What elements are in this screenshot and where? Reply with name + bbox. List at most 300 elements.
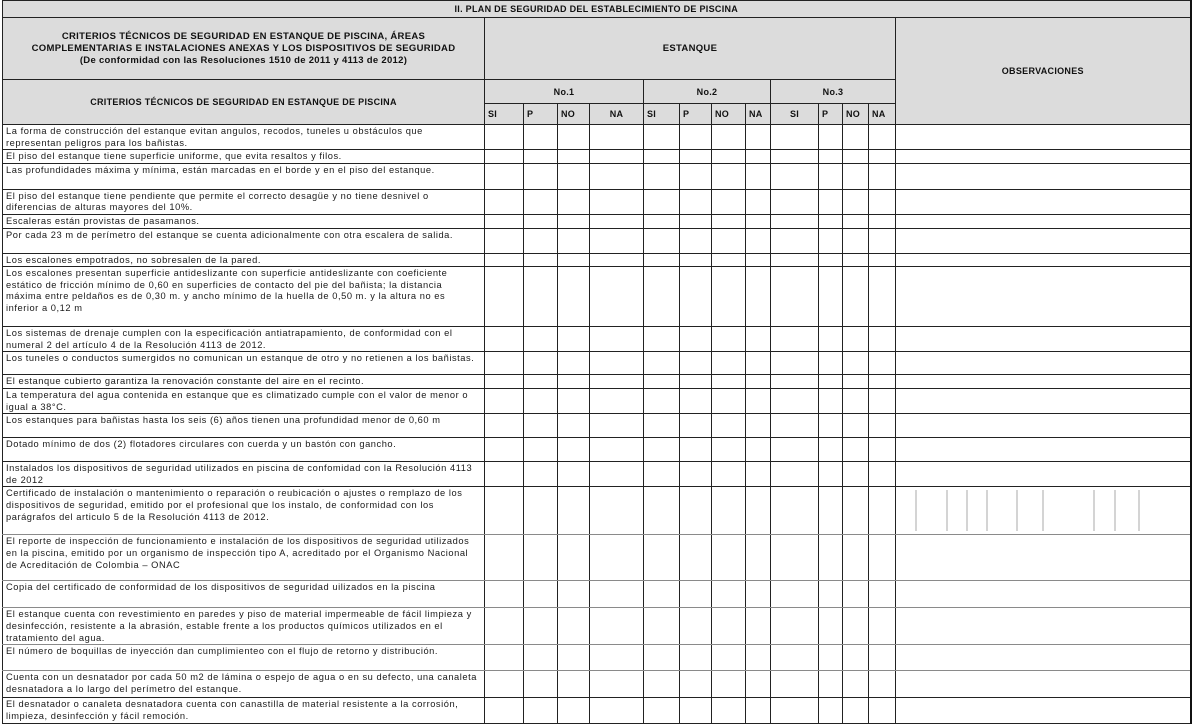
check-cell-3-si[interactable] xyxy=(771,438,819,462)
check-cell-2-no[interactable] xyxy=(712,581,746,608)
check-cell-2-p[interactable] xyxy=(680,388,712,413)
check-cell-3-no[interactable] xyxy=(843,608,869,645)
observation-cell[interactable] xyxy=(896,487,1191,535)
check-cell-3-na[interactable] xyxy=(869,462,896,487)
check-cell-1-na[interactable] xyxy=(590,327,644,352)
observation-cell[interactable] xyxy=(896,327,1191,352)
artifact-line xyxy=(915,490,917,531)
check-cell-3-si[interactable] xyxy=(771,608,819,645)
check-cell-2-na[interactable] xyxy=(746,327,771,352)
check-cell-2-si[interactable] xyxy=(644,645,680,671)
check-cell-3-na[interactable] xyxy=(869,150,896,164)
check-cell-2-no[interactable] xyxy=(712,375,746,389)
check-cell-3-no[interactable] xyxy=(843,462,869,487)
check-cell-3-p[interactable] xyxy=(819,671,843,698)
check-cell-1-no[interactable] xyxy=(558,581,590,608)
check-cell-3-p[interactable] xyxy=(819,645,843,671)
check-cell-1-p[interactable] xyxy=(524,581,558,608)
check-cell-3-no[interactable] xyxy=(843,125,869,150)
check-cell-3-no[interactable] xyxy=(843,671,869,698)
check-cell-2-p[interactable] xyxy=(680,375,712,389)
observation-cell[interactable] xyxy=(896,438,1191,462)
criterion-text: Los escalones presentan superficie antideslizante con superficie antideslizante con coeficiente estático de fricción mínimo de 0,60 en superficies de contacto del pie del bañista; la distancia máxima entre peldaños es de 0,30 m. y ancho mínimo de la huella de 0,50 m. y la altura no es inferior a 0,12 m xyxy=(3,267,485,327)
check-cell-1-no[interactable] xyxy=(558,375,590,389)
check-cell-1-p[interactable] xyxy=(524,462,558,487)
check-cell-1-no[interactable] xyxy=(558,671,590,698)
check-cell-1-si[interactable] xyxy=(485,228,524,253)
observation-cell[interactable] xyxy=(896,414,1191,438)
check-cell-2-p[interactable] xyxy=(680,214,712,228)
observation-cell[interactable] xyxy=(896,608,1191,645)
check-cell-2-p[interactable] xyxy=(680,189,712,214)
check-cell-2-na[interactable] xyxy=(746,438,771,462)
check-cell-1-na[interactable] xyxy=(590,375,644,389)
check-cell-2-na[interactable] xyxy=(746,462,771,487)
check-cell-3-na[interactable] xyxy=(869,698,896,723)
check-cell-3-no[interactable] xyxy=(843,438,869,462)
check-cell-2-no[interactable] xyxy=(712,671,746,698)
check-cell-3-si[interactable] xyxy=(771,645,819,671)
check-cell-2-na[interactable] xyxy=(746,150,771,164)
check-cell-1-na[interactable] xyxy=(590,267,644,327)
check-cell-1-no[interactable] xyxy=(558,487,590,535)
check-cell-1-no[interactable] xyxy=(558,327,590,352)
observation-cell[interactable] xyxy=(896,581,1191,608)
check-cell-3-si[interactable] xyxy=(771,150,819,164)
observation-cell[interactable] xyxy=(896,150,1191,164)
observation-cell[interactable] xyxy=(896,253,1191,267)
observation-cell[interactable] xyxy=(896,375,1191,389)
check-cell-1-na[interactable] xyxy=(590,352,644,375)
artifact-line xyxy=(1114,490,1116,531)
check-cell-2-si[interactable] xyxy=(644,150,680,164)
check-cell-3-no[interactable] xyxy=(843,535,869,581)
check-cell-3-p[interactable] xyxy=(819,150,843,164)
check-cell-1-no[interactable] xyxy=(558,414,590,438)
check-cell-3-si[interactable] xyxy=(771,535,819,581)
check-cell-3-na[interactable] xyxy=(869,327,896,352)
check-cell-3-p[interactable] xyxy=(819,388,843,413)
artifact-line xyxy=(966,490,968,531)
check-cell-3-no[interactable] xyxy=(843,267,869,327)
check-cell-1-no[interactable] xyxy=(558,535,590,581)
check-cell-1-si[interactable] xyxy=(485,438,524,462)
check-cell-2-no[interactable] xyxy=(712,535,746,581)
check-cell-3-no[interactable] xyxy=(843,487,869,535)
check-cell-2-p[interactable] xyxy=(680,352,712,375)
criterion-text: Los escalones empotrados, no sobresalen de la pared. xyxy=(3,253,485,267)
check-cell-3-p[interactable] xyxy=(819,698,843,723)
check-cell-2-p[interactable] xyxy=(680,414,712,438)
check-cell-1-no[interactable] xyxy=(558,228,590,253)
check-cell-3-si[interactable] xyxy=(771,671,819,698)
check-cell-1-si[interactable] xyxy=(485,352,524,375)
check-cell-1-na[interactable] xyxy=(590,698,644,723)
check-cell-3-si[interactable] xyxy=(771,414,819,438)
check-cell-3-no[interactable] xyxy=(843,414,869,438)
check-cell-2-p[interactable] xyxy=(680,327,712,352)
check-cell-3-na[interactable] xyxy=(869,267,896,327)
check-cell-2-si[interactable] xyxy=(644,438,680,462)
check-cell-2-p[interactable] xyxy=(680,150,712,164)
check-cell-2-na[interactable] xyxy=(746,645,771,671)
check-cell-1-si[interactable] xyxy=(485,671,524,698)
check-cell-1-p[interactable] xyxy=(524,352,558,375)
check-cell-2-si[interactable] xyxy=(644,487,680,535)
observation-cell[interactable] xyxy=(896,214,1191,228)
check-cell-3-na[interactable] xyxy=(869,671,896,698)
check-cell-3-na[interactable] xyxy=(869,375,896,389)
check-cell-1-p[interactable] xyxy=(524,414,558,438)
check-cell-1-na[interactable] xyxy=(590,487,644,535)
check-cell-2-p[interactable] xyxy=(680,645,712,671)
check-cell-1-na[interactable] xyxy=(590,608,644,645)
check-cell-2-na[interactable] xyxy=(746,581,771,608)
check-cell-1-si[interactable] xyxy=(485,150,524,164)
check-cell-2-p[interactable] xyxy=(680,698,712,723)
check-cell-3-no[interactable] xyxy=(843,645,869,671)
check-cell-1-no[interactable] xyxy=(558,267,590,327)
check-cell-2-si[interactable] xyxy=(644,163,680,189)
check-cell-3-p[interactable] xyxy=(819,327,843,352)
check-cell-3-p[interactable] xyxy=(819,487,843,535)
check-cell-3-na[interactable] xyxy=(869,388,896,413)
check-cell-2-no[interactable] xyxy=(712,163,746,189)
check-cell-1-p[interactable] xyxy=(524,698,558,723)
check-cell-3-na[interactable] xyxy=(869,125,896,150)
check-cell-2-si[interactable] xyxy=(644,125,680,150)
observation-cell[interactable] xyxy=(896,462,1191,487)
check-cell-1-p[interactable] xyxy=(524,267,558,327)
check-cell-1-si[interactable] xyxy=(485,214,524,228)
check-cell-2-p[interactable] xyxy=(680,462,712,487)
check-cell-2-si[interactable] xyxy=(644,352,680,375)
check-cell-2-no[interactable] xyxy=(712,438,746,462)
check-cell-1-si[interactable] xyxy=(485,535,524,581)
check-cell-3-no[interactable] xyxy=(843,352,869,375)
check-cell-1-p[interactable] xyxy=(524,189,558,214)
check-cell-3-no[interactable] xyxy=(843,253,869,267)
check-cell-1-no[interactable] xyxy=(558,125,590,150)
check-cell-1-na[interactable] xyxy=(590,535,644,581)
check-cell-1-na[interactable] xyxy=(590,189,644,214)
check-cell-1-si[interactable] xyxy=(485,388,524,413)
check-cell-2-si[interactable] xyxy=(644,671,680,698)
observation-cell[interactable] xyxy=(896,671,1191,698)
check-cell-2-na[interactable] xyxy=(746,228,771,253)
check-cell-1-na[interactable] xyxy=(590,150,644,164)
check-cell-3-si[interactable] xyxy=(771,189,819,214)
check-cell-1-na[interactable] xyxy=(590,228,644,253)
check-cell-3-na[interactable] xyxy=(869,163,896,189)
observation-cell[interactable] xyxy=(896,267,1191,327)
check-cell-1-si[interactable] xyxy=(485,414,524,438)
check-cell-1-p[interactable] xyxy=(524,253,558,267)
check-cell-2-no[interactable] xyxy=(712,487,746,535)
check-cell-3-si[interactable] xyxy=(771,352,819,375)
check-cell-3-p[interactable] xyxy=(819,214,843,228)
check-cell-2-na[interactable] xyxy=(746,253,771,267)
check-cell-2-si[interactable] xyxy=(644,535,680,581)
criteria-row xyxy=(3,189,1191,214)
check-cell-1-na[interactable] xyxy=(590,388,644,413)
check-cell-2-na[interactable] xyxy=(746,214,771,228)
check-cell-2-si[interactable] xyxy=(644,581,680,608)
check-cell-1-na[interactable] xyxy=(590,645,644,671)
check-cell-3-no[interactable] xyxy=(843,388,869,413)
check-cell-3-no[interactable] xyxy=(843,150,869,164)
check-cell-2-si[interactable] xyxy=(644,608,680,645)
check-cell-2-no[interactable] xyxy=(712,645,746,671)
observation-cell[interactable] xyxy=(896,163,1191,189)
check-cell-1-si[interactable] xyxy=(485,645,524,671)
check-cell-3-si[interactable] xyxy=(771,228,819,253)
check-cell-1-si[interactable] xyxy=(485,163,524,189)
check-cell-1-na[interactable] xyxy=(590,163,644,189)
observation-cell[interactable] xyxy=(896,388,1191,413)
check-cell-3-p[interactable] xyxy=(819,375,843,389)
check-cell-2-no[interactable] xyxy=(712,189,746,214)
check-cell-3-p[interactable] xyxy=(819,125,843,150)
check-cell-1-si[interactable] xyxy=(485,375,524,389)
check-cell-2-si[interactable] xyxy=(644,189,680,214)
check-cell-2-no[interactable] xyxy=(712,388,746,413)
check-cell-2-p[interactable] xyxy=(680,228,712,253)
check-cell-1-si[interactable] xyxy=(485,327,524,352)
check-cell-3-no[interactable] xyxy=(843,189,869,214)
check-cell-3-si[interactable] xyxy=(771,462,819,487)
check-cell-1-na[interactable] xyxy=(590,438,644,462)
check-cell-3-si[interactable] xyxy=(771,581,819,608)
check-cell-1-no[interactable] xyxy=(558,189,590,214)
check-cell-2-p[interactable] xyxy=(680,125,712,150)
check-cell-1-no[interactable] xyxy=(558,698,590,723)
check-cell-3-no[interactable] xyxy=(843,327,869,352)
check-cell-2-no[interactable] xyxy=(712,228,746,253)
check-cell-2-si[interactable] xyxy=(644,375,680,389)
check-cell-2-na[interactable] xyxy=(746,267,771,327)
check-cell-1-no[interactable] xyxy=(558,645,590,671)
check-cell-2-si[interactable] xyxy=(644,214,680,228)
check-cell-3-p[interactable] xyxy=(819,438,843,462)
criteria-row xyxy=(3,671,1191,698)
check-cell-2-no[interactable] xyxy=(712,608,746,645)
check-cell-3-p[interactable] xyxy=(819,163,843,189)
check-cell-3-p[interactable] xyxy=(819,581,843,608)
check-cell-1-na[interactable] xyxy=(590,581,644,608)
check-cell-2-p[interactable] xyxy=(680,671,712,698)
observation-cell[interactable] xyxy=(896,125,1191,150)
check-cell-2-si[interactable] xyxy=(644,698,680,723)
check-cell-2-na[interactable] xyxy=(746,125,771,150)
check-cell-1-na[interactable] xyxy=(590,414,644,438)
check-cell-2-si[interactable] xyxy=(644,327,680,352)
check-cell-1-no[interactable] xyxy=(558,214,590,228)
check-cell-3-na[interactable] xyxy=(869,581,896,608)
check-cell-2-na[interactable] xyxy=(746,163,771,189)
check-cell-3-p[interactable] xyxy=(819,189,843,214)
check-cell-1-p[interactable] xyxy=(524,671,558,698)
check-cell-1-no[interactable] xyxy=(558,352,590,375)
check-cell-3-p[interactable] xyxy=(819,535,843,581)
check-cell-3-si[interactable] xyxy=(771,163,819,189)
criteria-row xyxy=(3,267,1191,327)
check-cell-3-na[interactable] xyxy=(869,645,896,671)
check-cell-1-p[interactable] xyxy=(524,645,558,671)
check-cell-1-p[interactable] xyxy=(524,125,558,150)
check-cell-1-no[interactable] xyxy=(558,608,590,645)
check-cell-3-p[interactable] xyxy=(819,608,843,645)
check-cell-2-si[interactable] xyxy=(644,253,680,267)
check-cell-3-p[interactable] xyxy=(819,352,843,375)
option-header-na: NA xyxy=(746,104,771,125)
check-cell-1-p[interactable] xyxy=(524,487,558,535)
check-cell-1-p[interactable] xyxy=(524,163,558,189)
check-cell-2-no[interactable] xyxy=(712,125,746,150)
check-cell-1-si[interactable] xyxy=(485,462,524,487)
check-cell-3-na[interactable] xyxy=(869,352,896,375)
check-cell-2-no[interactable] xyxy=(712,253,746,267)
check-cell-3-no[interactable] xyxy=(843,698,869,723)
check-cell-1-na[interactable] xyxy=(590,214,644,228)
check-cell-1-si[interactable] xyxy=(485,267,524,327)
observation-cell[interactable] xyxy=(896,535,1191,581)
observation-cell[interactable] xyxy=(896,228,1191,253)
check-cell-1-si[interactable] xyxy=(485,608,524,645)
check-cell-2-p[interactable] xyxy=(680,267,712,327)
check-cell-1-na[interactable] xyxy=(590,253,644,267)
check-cell-3-si[interactable] xyxy=(771,327,819,352)
check-cell-2-na[interactable] xyxy=(746,414,771,438)
check-cell-2-si[interactable] xyxy=(644,388,680,413)
criterion-text: Dotado mínimo de dos (2) flotadores circulares con cuerda y un bastón con gancho. xyxy=(3,438,485,462)
check-cell-3-p[interactable] xyxy=(819,228,843,253)
check-cell-1-no[interactable] xyxy=(558,462,590,487)
check-cell-2-no[interactable] xyxy=(712,462,746,487)
check-cell-1-si[interactable] xyxy=(485,253,524,267)
check-cell-3-no[interactable] xyxy=(843,581,869,608)
check-cell-1-p[interactable] xyxy=(524,327,558,352)
check-cell-1-p[interactable] xyxy=(524,608,558,645)
check-cell-3-na[interactable] xyxy=(869,438,896,462)
check-cell-3-na[interactable] xyxy=(869,414,896,438)
check-cell-1-no[interactable] xyxy=(558,253,590,267)
check-cell-2-no[interactable] xyxy=(712,150,746,164)
check-cell-3-si[interactable] xyxy=(771,375,819,389)
check-cell-3-si[interactable] xyxy=(771,267,819,327)
check-cell-3-si[interactable] xyxy=(771,487,819,535)
check-cell-2-no[interactable] xyxy=(712,327,746,352)
check-cell-3-p[interactable] xyxy=(819,462,843,487)
check-cell-1-p[interactable] xyxy=(524,438,558,462)
check-cell-2-p[interactable] xyxy=(680,253,712,267)
check-cell-3-na[interactable] xyxy=(869,535,896,581)
check-cell-2-na[interactable] xyxy=(746,608,771,645)
check-cell-2-p[interactable] xyxy=(680,163,712,189)
check-cell-1-p[interactable] xyxy=(524,535,558,581)
observation-cell[interactable] xyxy=(896,698,1191,723)
check-cell-2-na[interactable] xyxy=(746,189,771,214)
check-cell-3-na[interactable] xyxy=(869,214,896,228)
check-cell-2-no[interactable] xyxy=(712,267,746,327)
check-cell-3-p[interactable] xyxy=(819,267,843,327)
check-cell-2-no[interactable] xyxy=(712,414,746,438)
check-cell-2-si[interactable] xyxy=(644,267,680,327)
check-cell-3-no[interactable] xyxy=(843,214,869,228)
check-cell-2-si[interactable] xyxy=(644,414,680,438)
check-cell-1-no[interactable] xyxy=(558,388,590,413)
check-cell-3-si[interactable] xyxy=(771,698,819,723)
check-cell-2-no[interactable] xyxy=(712,352,746,375)
check-cell-1-na[interactable] xyxy=(590,462,644,487)
observation-cell[interactable] xyxy=(896,352,1191,375)
check-cell-2-p[interactable] xyxy=(680,581,712,608)
check-cell-3-no[interactable] xyxy=(843,228,869,253)
check-cell-2-p[interactable] xyxy=(680,608,712,645)
check-cell-3-p[interactable] xyxy=(819,414,843,438)
check-cell-2-na[interactable] xyxy=(746,375,771,389)
check-cell-3-no[interactable] xyxy=(843,163,869,189)
check-cell-1-si[interactable] xyxy=(485,125,524,150)
check-cell-1-p[interactable] xyxy=(524,388,558,413)
check-cell-3-no[interactable] xyxy=(843,375,869,389)
check-cell-3-si[interactable] xyxy=(771,214,819,228)
check-cell-2-p[interactable] xyxy=(680,438,712,462)
criteria-row xyxy=(3,352,1191,375)
check-cell-1-p[interactable] xyxy=(524,375,558,389)
check-cell-1-si[interactable] xyxy=(485,189,524,214)
check-cell-2-na[interactable] xyxy=(746,388,771,413)
check-cell-2-na[interactable] xyxy=(746,535,771,581)
check-cell-3-si[interactable] xyxy=(771,388,819,413)
check-cell-2-na[interactable] xyxy=(746,487,771,535)
check-cell-1-na[interactable] xyxy=(590,671,644,698)
check-cell-3-na[interactable] xyxy=(869,487,896,535)
check-cell-3-na[interactable] xyxy=(869,608,896,645)
check-cell-2-no[interactable] xyxy=(712,698,746,723)
criteria-row xyxy=(3,228,1191,253)
check-cell-3-na[interactable] xyxy=(869,253,896,267)
check-cell-1-si[interactable] xyxy=(485,487,524,535)
check-cell-3-p[interactable] xyxy=(819,253,843,267)
check-cell-2-na[interactable] xyxy=(746,352,771,375)
check-cell-2-si[interactable] xyxy=(644,462,680,487)
check-cell-1-si[interactable] xyxy=(485,581,524,608)
check-cell-1-p[interactable] xyxy=(524,214,558,228)
check-cell-1-p[interactable] xyxy=(524,150,558,164)
check-cell-1-no[interactable] xyxy=(558,163,590,189)
check-cell-1-na[interactable] xyxy=(590,125,644,150)
observation-cell[interactable] xyxy=(896,645,1191,671)
check-cell-2-p[interactable] xyxy=(680,535,712,581)
check-cell-1-p[interactable] xyxy=(524,228,558,253)
observation-cell[interactable] xyxy=(896,189,1191,214)
check-cell-3-na[interactable] xyxy=(869,189,896,214)
check-cell-3-si[interactable] xyxy=(771,125,819,150)
check-cell-2-na[interactable] xyxy=(746,698,771,723)
check-cell-3-si[interactable] xyxy=(771,253,819,267)
check-cell-2-p[interactable] xyxy=(680,487,712,535)
check-cell-2-na[interactable] xyxy=(746,671,771,698)
check-cell-3-na[interactable] xyxy=(869,228,896,253)
check-cell-2-si[interactable] xyxy=(644,228,680,253)
check-cell-1-no[interactable] xyxy=(558,150,590,164)
check-cell-1-no[interactable] xyxy=(558,438,590,462)
criteria-row xyxy=(3,327,1191,352)
artifact-line xyxy=(1042,490,1044,531)
check-cell-2-no[interactable] xyxy=(712,214,746,228)
check-cell-1-si[interactable] xyxy=(485,698,524,723)
